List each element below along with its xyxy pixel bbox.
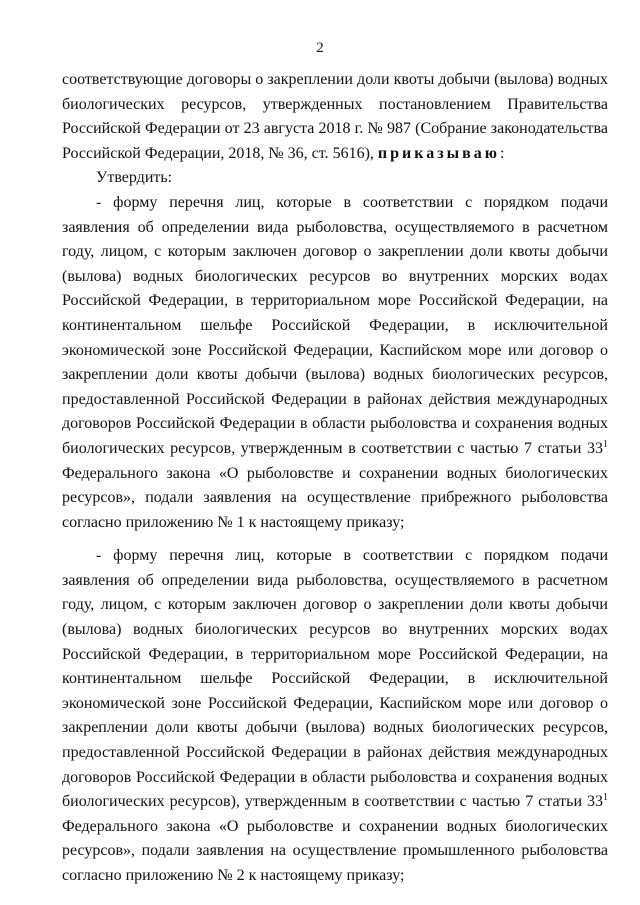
order-colon: : [500, 144, 505, 162]
approve-text: Утвердить: [96, 169, 173, 187]
item-1-superscript: 1 [603, 438, 608, 450]
item-2-text-a: - форму перечня лиц, которые в соответствии с порядком подачи заявления об определении вида рыболовства, осуществляемого в расчетном году, лицом, с которым заключен договор о закреплении доли квоты добычи (вылова) водных биологических ресурсов во внутренних морских водах Российской Федерации, в территориальном море Российской Федерации, на континентальном шельфе Российской Федерации, в исключительной экономической зоне Российской Федерации, Каспийском море или договор о закреплении доли квоты добычи (вылова) водных биологических ресурсов, предоставленной Российской Федерации в районах действия международных договоров Российской Федерации в области рыболовства и сохранения водных биологических ресурсов), утвержденным в соответствии с частью 7 статьи 33 [62, 547, 608, 811]
item-1-text-b: Федерального закона «О рыболовстве и сохранении водных биологических ресурсов», подали заявления на осуществление прибрежного рыболовства согласно приложению № 1 к настоящему приказу; [62, 464, 608, 531]
item-1-text-a: - форму перечня лиц, которые в соответствии с порядком подачи заявления об определении вида рыболовства, осуществляемого в расчетном году, лицом, с которым заключен договор о закреплении доли квоты добычи (вылова) водных биологических ресурсов во внутренних морских водах Российской Федерации, в территориальном море Российской Федерации, на континентальном шельфе Российской Федерации, в исключительной экономической зоне Российской Федерации, Каспийском море или договор о закреплении доли квоты добычи (вылова) водных биологических ресурсов, предоставленной Российской Федерации в районах действия международных договоров Российской Федерации в области рыболовства и сохранения водных биологических ресурсов, утвержденным в соответствии с частью 7 статьи 33 [62, 193, 608, 457]
preamble-text: соответствующие договоры о закреплении доли квоты добычи (вылова) водных биологических ресурсов, утвержденных постановлением Правительства Российской Федерации от 23 августа 2018 г. № 987 (Собрание законодательства Российской Федерации, 2018, № 36, ст. 5616), [62, 71, 608, 162]
paragraph-item-1 [62, 191, 608, 535]
paragraph-item-2 [62, 544, 608, 888]
paragraph-preamble [62, 68, 608, 166]
item-2-superscript: 1 [603, 792, 608, 804]
paragraph-approve [62, 166, 608, 191]
page-number: 2 [316, 40, 324, 56]
order-word: приказываю [377, 144, 501, 162]
document-body [62, 68, 608, 889]
item-2-text-b: Федерального закона «О рыболовстве и сохранении водных биологических ресурсов», подали заявления на осуществление промышленного рыболовства согласно приложению № 2 к настоящему приказу; [62, 817, 608, 884]
